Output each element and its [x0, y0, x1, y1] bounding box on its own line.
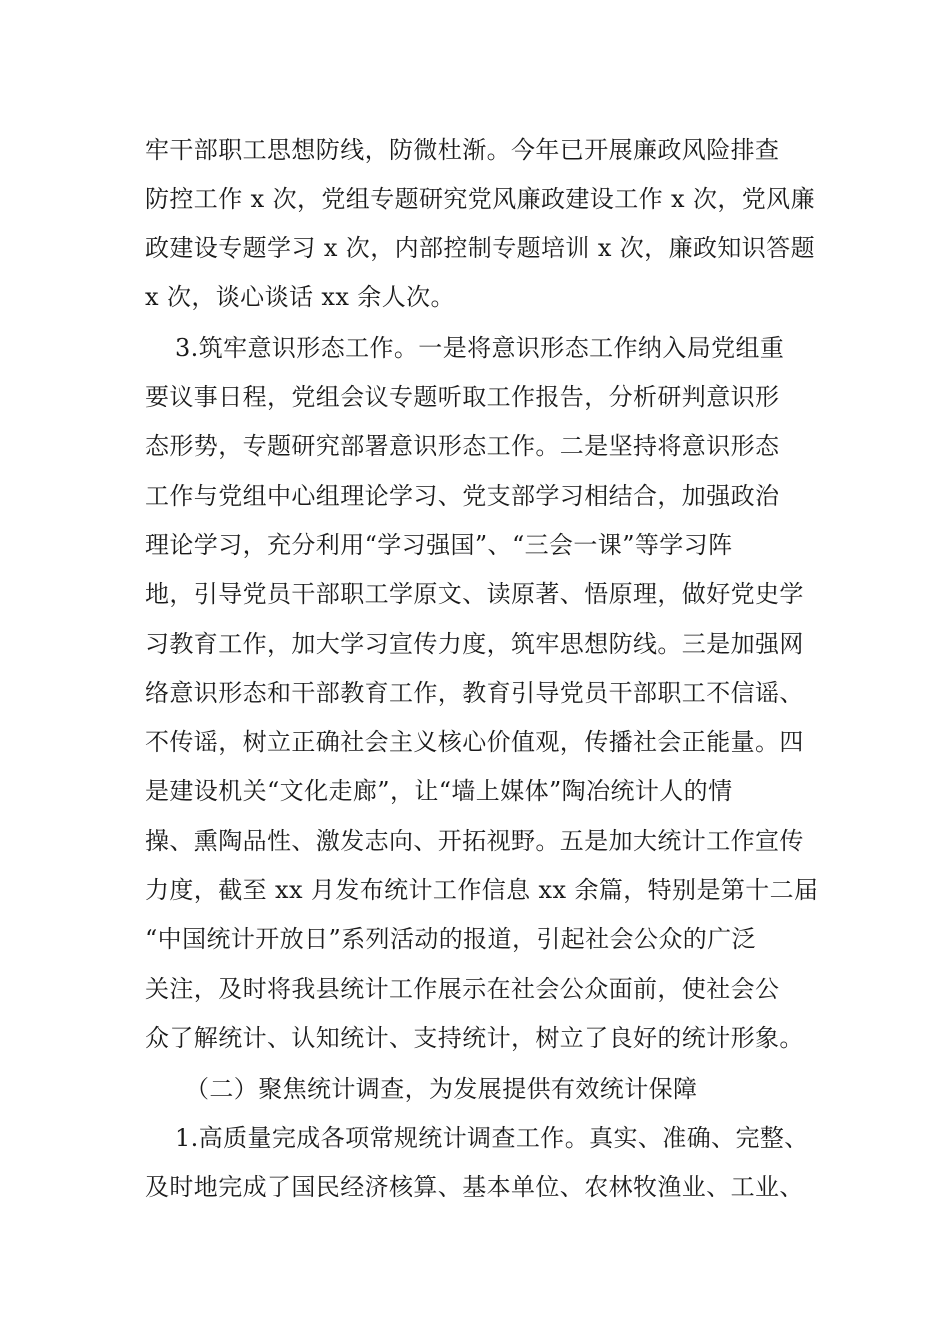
text-line: “中国统计开放日”系列活动的报道，引起社会公众的广泛 [145, 925, 756, 953]
subsection-heading-1: 1.高质量完成各项常规统计调查工作。真实、准确、完整、 [175, 1124, 809, 1152]
text-line: 是建设机关“文化走廊”，让“墙上媒体”陶冶统计人的情 [145, 777, 733, 805]
text-line: 不传谣，树立正确社会主义核心价值观，传播社会正能量。四 [145, 728, 804, 756]
text-line: 众了解统计、认知统计、支持统计，树立了良好的统计形象。 [145, 1024, 804, 1052]
section-heading-3: 3.筑牢意识形态工作。一是将意识形态工作纳入局党组重 [175, 334, 785, 362]
text-line: 力度，截至 xx 月发布统计工作信息 xx 余篇，特别是第十二届 [145, 876, 819, 904]
text-line: x 次，谈心谈话 xx 余人次。 [145, 283, 455, 311]
text-line: 操、熏陶品性、激发志向、开拓视野。五是加大统计工作宣传 [145, 827, 804, 855]
text-line: 络意识形态和干部教育工作，教育引导党员干部职工不信谣、 [145, 679, 804, 707]
section-heading-2: （二）聚焦统计调查，为发展提供有效统计保障 [185, 1075, 698, 1103]
text-line: 政建设专题学习 x 次，内部控制专题培训 x 次，廉政知识答题 [145, 234, 815, 262]
text-line: 工作与党组中心组理论学习、党支部学习相结合，加强政治 [145, 482, 780, 510]
text-line: 及时地完成了国民经济核算、基本单位、农林牧渔业、工业、 [145, 1173, 804, 1201]
text-line: 关注，及时将我县统计工作展示在社会公众面前，使社会公 [145, 975, 780, 1003]
text-line: 理论学习，充分利用“学习强国”、“三会一课”等学习阵 [145, 531, 733, 559]
text-line: 防控工作 x 次，党组专题研究党风廉政建设工作 x 次，党风廉 [145, 185, 815, 213]
text-line: 地，引导党员干部职工学原文、读原著、悟原理，做好党史学 [145, 580, 804, 608]
text-line: 牢干部职工思想防线，防微杜渐。今年已开展廉政风险排查 [145, 136, 780, 164]
text-line: 要议事日程，党组会议专题听取工作报告，分析研判意识形 [145, 383, 780, 411]
text-line: 态形势，专题研究部署意识形态工作。二是坚持将意识形态 [145, 432, 780, 460]
text-line: 习教育工作，加大学习宣传力度，筑牢思想防线。三是加强网 [145, 630, 804, 658]
